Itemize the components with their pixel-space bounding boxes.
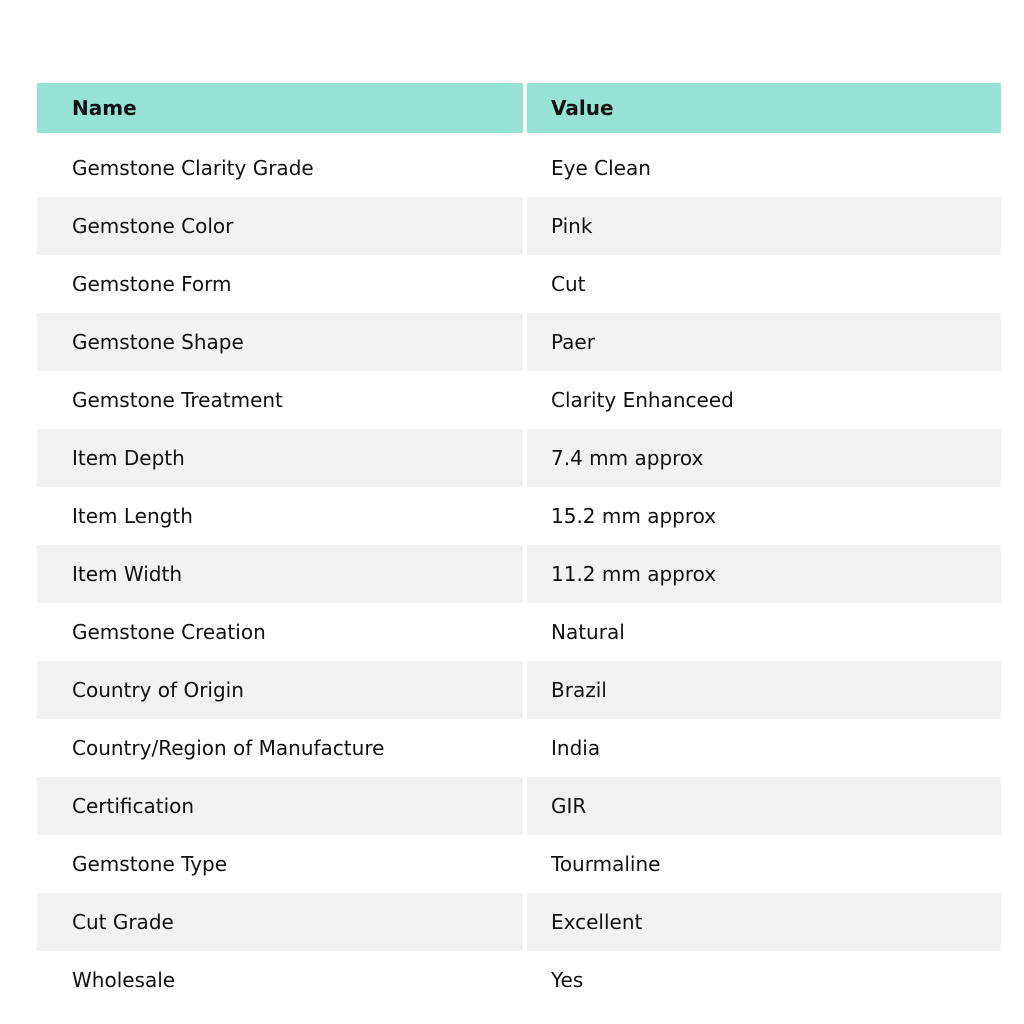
table-row <box>37 487 1001 545</box>
spec-name-cell <box>37 661 523 719</box>
table-row <box>37 313 1001 371</box>
spec-value-cell <box>523 951 1001 1009</box>
table-row <box>37 255 1001 313</box>
spec-value-cell <box>523 255 1001 313</box>
spec-value: Tourmaline <box>551 852 661 876</box>
spec-name: Country of Origin <box>72 678 244 702</box>
table-row <box>37 139 1001 197</box>
spec-name: Gemstone Type <box>72 852 228 876</box>
spec-name-cell <box>37 429 523 487</box>
header-cell-name <box>37 83 523 133</box>
spec-name-cell <box>37 255 523 313</box>
spec-name: Gemstone Creation <box>72 620 266 644</box>
spec-name-cell <box>37 835 523 893</box>
spec-value: GIR <box>551 794 587 818</box>
spec-name-cell <box>37 487 523 545</box>
spec-value-cell <box>523 487 1001 545</box>
spec-name-cell <box>37 951 523 1009</box>
spec-value: Brazil <box>551 678 607 702</box>
name-column-header: Name <box>72 96 137 120</box>
table-header-row <box>37 83 1001 133</box>
spec-name: Item Width <box>72 562 182 586</box>
spec-value-cell <box>523 835 1001 893</box>
item-specifics-table <box>37 83 1001 1009</box>
spec-value: Eye Clean <box>551 156 651 180</box>
spec-value: 11.2 mm approx <box>551 562 717 586</box>
spec-value-cell <box>523 429 1001 487</box>
spec-value-cell <box>523 893 1001 951</box>
spec-name-cell <box>37 371 523 429</box>
spec-value: 15.2 mm approx <box>551 504 717 528</box>
spec-name: Cut Grade <box>72 910 174 934</box>
spec-value-cell <box>523 661 1001 719</box>
spec-name-cell <box>37 719 523 777</box>
spec-name-cell <box>37 313 523 371</box>
table-body <box>37 139 1001 1009</box>
spec-value-cell <box>523 777 1001 835</box>
spec-name: Gemstone Clarity Grade <box>72 156 314 180</box>
header-cell-value <box>523 83 1001 133</box>
table-row <box>37 719 1001 777</box>
table-row <box>37 603 1001 661</box>
spec-name-cell <box>37 545 523 603</box>
table-row <box>37 197 1001 255</box>
table-row <box>37 835 1001 893</box>
spec-value: Cut <box>551 272 586 296</box>
spec-name: Gemstone Treatment <box>72 388 283 412</box>
spec-name: Wholesale <box>72 968 176 992</box>
spec-name: Gemstone Color <box>72 214 234 238</box>
spec-name-cell <box>37 893 523 951</box>
table-row <box>37 893 1001 951</box>
spec-value-cell <box>523 719 1001 777</box>
spec-value-cell <box>523 371 1001 429</box>
value-column-header: Value <box>551 96 614 120</box>
spec-value: Clarity Enhanceed <box>551 388 734 412</box>
spec-value: India <box>551 736 601 760</box>
spec-value: Paer <box>551 330 595 354</box>
spec-value-cell <box>523 545 1001 603</box>
table-row <box>37 777 1001 835</box>
spec-name: Item Length <box>72 504 193 528</box>
spec-value: 7.4 mm approx <box>551 446 704 470</box>
spec-name: Gemstone Form <box>72 272 232 296</box>
spec-value: Excellent <box>551 910 643 934</box>
table-row <box>37 951 1001 1009</box>
spec-value: Natural <box>551 620 625 644</box>
spec-name-cell <box>37 197 523 255</box>
spec-value: Yes <box>551 968 584 992</box>
spec-name: Certification <box>72 794 195 818</box>
spec-value: Pink <box>551 214 593 238</box>
spec-value-cell <box>523 197 1001 255</box>
spec-name: Country/Region of Manufacture <box>72 736 385 760</box>
spec-name-cell <box>37 777 523 835</box>
spec-value-cell <box>523 603 1001 661</box>
spec-value-cell <box>523 313 1001 371</box>
table-row <box>37 661 1001 719</box>
spec-name-cell <box>37 603 523 661</box>
spec-name-cell <box>37 139 523 197</box>
spec-value-cell <box>523 139 1001 197</box>
spec-name: Gemstone Shape <box>72 330 244 354</box>
table-row <box>37 545 1001 603</box>
spec-name: Item Depth <box>72 446 185 470</box>
table-row <box>37 371 1001 429</box>
table-row <box>37 429 1001 487</box>
